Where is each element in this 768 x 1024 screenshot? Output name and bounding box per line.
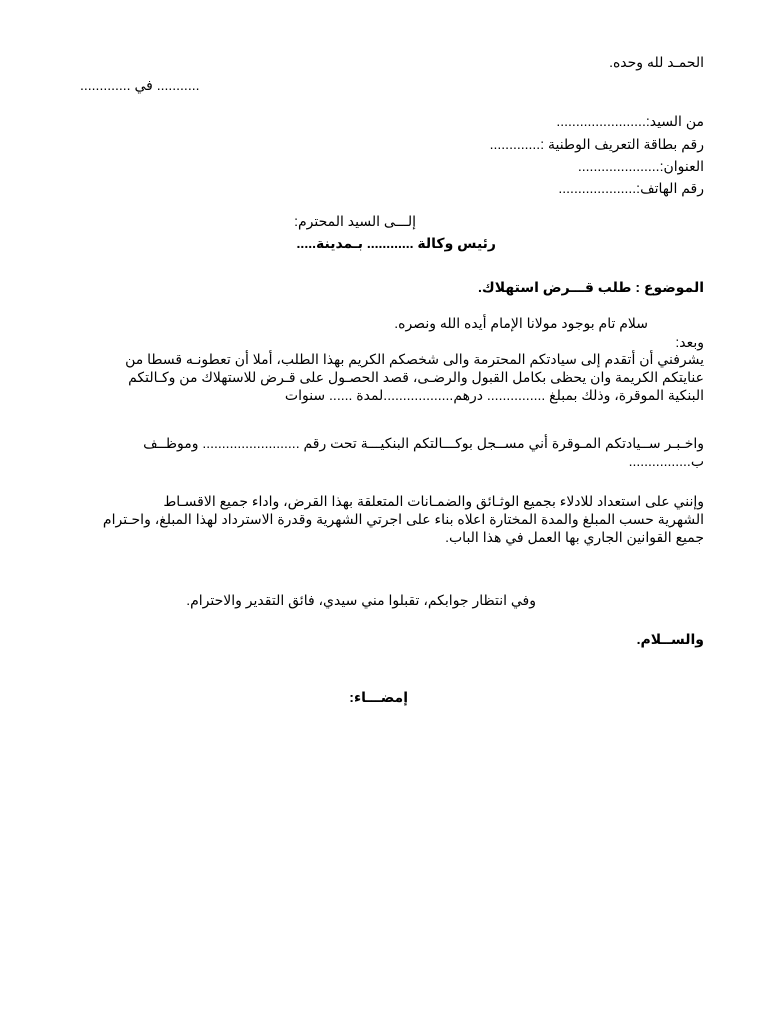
paragraph-request xyxy=(64,350,704,404)
paragraph-line: البنكية الموقرة، وذلك بمبلغ ............... درهم..................لمدة ...... سنوات xyxy=(284,387,704,403)
paragraph-line: واخـبـر ســيادتكم المـوقرة أني مســجل بوكـــالتكم البنكيـــة تحت رقم ......................... وموظــف xyxy=(143,435,704,451)
paragraph-line: وإنني على استعداد للادلاء بجميع الوثـائق والضمـانات المتعلقة بهذا القرض، واداء جميع الاقسـاط xyxy=(163,493,704,509)
recipient-title: رئيس وكالة ............ بـمدينة..... xyxy=(296,235,496,251)
greeting: سلام تام بوجود مولانا الإمام أيده الله ونصره. xyxy=(394,315,648,331)
sender-address: العنوان:..................... xyxy=(577,158,704,174)
sender-name: من السيد:....................... xyxy=(556,113,704,129)
paragraph-line: جميع القوانين الجاري بها العمل في هذا الباب. xyxy=(445,529,704,545)
sender-id-card: رقم بطاقة التعريف الوطنية :............. xyxy=(489,136,704,152)
paragraph-line: عنايتكم الكريمة وان يحظى بكامل القبول والرضـى، قصد الحصـول على قـرض للاستهلاك من وكـالتكم xyxy=(128,369,704,385)
farewell: والســلام. xyxy=(636,631,704,647)
closing-line: وفي انتظار جوابكم، تقبلوا مني سيدي، فائق التقدير والاحترام. xyxy=(186,592,536,608)
paragraph-line: الشهرية حسب المبلغ والمدة المختارة اعلاه بناء على اجرتي الشهرية وقدرة الاسترداد لهذا المبلغ، واحـترام xyxy=(102,511,704,527)
subject-line: الموضوع : طلب قـــرض استهلاك. xyxy=(478,279,704,295)
place-date-line: ........... في ............. xyxy=(80,77,200,93)
paragraph-line: يشرفني أن أتقدم إلى سيادتكم المحترمة والى شخصكم الكريم بهذا الطلب، أملا أن تعطونـه قسطا من xyxy=(125,351,704,367)
recipient-salutation: إلـــى السيد المحترم: xyxy=(294,213,416,229)
paragraph-account xyxy=(64,434,704,470)
signature-label: إمضـــاء: xyxy=(349,689,408,705)
paragraph-line: ب................ xyxy=(628,453,704,469)
paragraph-commitment xyxy=(64,492,704,546)
opening-praise: الحمـد لله وحده. xyxy=(609,54,704,70)
sender-phone: رقم الهاتف:.................... xyxy=(558,180,704,196)
after-greeting: وبعد: xyxy=(675,334,704,350)
